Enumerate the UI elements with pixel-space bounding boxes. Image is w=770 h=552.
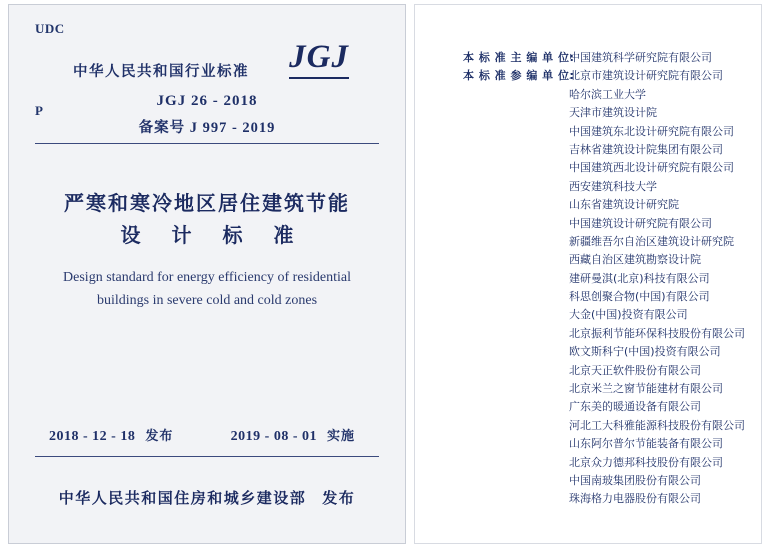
jgj-logo xyxy=(289,39,349,79)
participating-unit-name: 大金(中国)投资有限公司 xyxy=(569,308,688,322)
cover-page xyxy=(8,4,406,544)
title-chinese-line1: 严寒和寒冷地区居住建筑节能 xyxy=(64,191,350,215)
effective-date: 2019 - 08 - 01 xyxy=(230,429,317,444)
classification-p-label: P xyxy=(35,103,43,118)
effective-date-group xyxy=(231,425,355,445)
jgj-logo-underline xyxy=(289,77,349,79)
title-english-line2: buildings in severe cold and cold zones xyxy=(96,293,318,308)
participating-unit-name: 山东省建筑设计研究院 xyxy=(569,198,679,212)
participating-unit-row xyxy=(463,233,753,251)
units-list xyxy=(463,49,753,509)
participating-unit-name: 北京米兰之窗节能建材有限公司 xyxy=(569,382,723,396)
participating-unit-name: 科思创聚合物(中国)有限公司 xyxy=(569,290,710,304)
participating-unit-name: 山东阿尔普尔节能装备有限公司 xyxy=(569,437,723,451)
participating-unit-row xyxy=(463,141,753,159)
participating-unit-name: 中国建筑东北设计研究院有限公司 xyxy=(569,124,734,138)
participating-unit-row xyxy=(463,435,753,453)
participating-unit-name: 天津市建筑设计院 xyxy=(569,106,657,120)
jgj-logo-text: JGJ xyxy=(289,39,349,75)
participating-unit-name: 珠海格力电器股份有限公司 xyxy=(569,492,701,506)
participating-unit-name: 北京天正软件股份有限公司 xyxy=(569,363,701,377)
units-page xyxy=(414,4,762,544)
participating-unit-name: 广东美的暖通设备有限公司 xyxy=(569,400,701,414)
record-number: 备案号 J 997 - 2019 xyxy=(138,120,276,136)
participating-unit-name: 河北工大科雅能源科技股份有限公司 xyxy=(569,418,745,432)
chief-unit-name: 中国建筑科学研究院有限公司 xyxy=(569,51,712,64)
title-chinese-line2: 设 计 标 准 xyxy=(120,223,306,247)
participating-unit-row xyxy=(463,325,753,343)
divider-bottom xyxy=(35,456,379,457)
participating-unit-row xyxy=(463,251,753,269)
participating-unit-row xyxy=(463,454,753,472)
effective-word: 实施 xyxy=(326,429,355,444)
participating-unit-row xyxy=(463,306,753,324)
publisher-word: 发布 xyxy=(322,489,356,507)
title-english-line1: Design standard for energy efficiency of residential xyxy=(63,270,351,285)
participating-unit-row xyxy=(463,104,753,122)
participating-unit-name: 北京众力德邦科技股份有限公司 xyxy=(569,455,723,469)
standard-header: 中华人民共和国行业标准 xyxy=(73,64,249,80)
participating-unit-row xyxy=(463,398,753,416)
chief-unit-row xyxy=(463,49,753,67)
participating-unit-row xyxy=(463,86,753,104)
participating-unit-name: 西安建筑科技大学 xyxy=(569,179,657,193)
participating-unit-row xyxy=(463,196,753,214)
participating-unit-name: 中国建筑西北设计研究院有限公司 xyxy=(569,161,734,175)
participating-unit-row xyxy=(463,288,753,306)
participating-unit-row xyxy=(463,123,753,141)
participating-unit-row xyxy=(463,380,753,398)
dates-row xyxy=(35,425,379,445)
participating-unit-label: 本 标 准 参 编 单 位: xyxy=(463,69,575,83)
participating-unit-name: 哈尔滨工业大学 xyxy=(569,87,646,101)
participating-unit-name: 北京市建筑设计研究院有限公司 xyxy=(569,69,723,83)
participating-unit-name: 中国南玻集团股份有限公司 xyxy=(569,473,701,487)
participating-unit-row xyxy=(463,472,753,490)
participating-unit-row xyxy=(463,490,753,508)
participating-unit-name: 建研曼淇(北京)科技有限公司 xyxy=(569,271,710,285)
participating-unit-row xyxy=(463,417,753,435)
participating-unit-row xyxy=(463,215,753,233)
participating-unit-row xyxy=(463,178,753,196)
participating-unit-name: 欧文斯科宁(中国)投资有限公司 xyxy=(569,345,721,359)
publisher-name: 中华人民共和国住房和城乡建设部 xyxy=(58,489,307,507)
participating-unit-row xyxy=(463,159,753,177)
participating-unit-name: 西藏自治区建筑勘察设计院 xyxy=(569,253,701,267)
chief-unit-label: 本 标 准 主 编 单 位: xyxy=(463,51,575,64)
title-english xyxy=(21,266,393,312)
participating-unit-name: 吉林省建筑设计院集团有限公司 xyxy=(569,142,723,156)
standard-code: JGJ 26 - 2018 xyxy=(156,93,258,109)
participating-unit-name: 中国建筑设计研究院有限公司 xyxy=(569,216,712,230)
participating-unit-name: 新疆维吾尔自治区建筑设计研究院 xyxy=(569,234,734,248)
participating-unit-name: 北京振利节能环保科技股份有限公司 xyxy=(569,326,745,340)
participating-unit-row xyxy=(463,67,753,85)
title-chinese xyxy=(21,187,393,251)
participating-unit-row xyxy=(463,343,753,361)
udc-label: UDC xyxy=(35,21,65,36)
divider-top xyxy=(35,143,379,144)
issue-date: 2018 - 12 - 18 xyxy=(49,429,136,444)
issue-date-group xyxy=(49,425,173,445)
participating-unit-row xyxy=(463,362,753,380)
publisher-line xyxy=(21,487,393,508)
issue-word: 发布 xyxy=(145,429,174,444)
participating-unit-row xyxy=(463,270,753,288)
cover-content xyxy=(21,15,393,533)
